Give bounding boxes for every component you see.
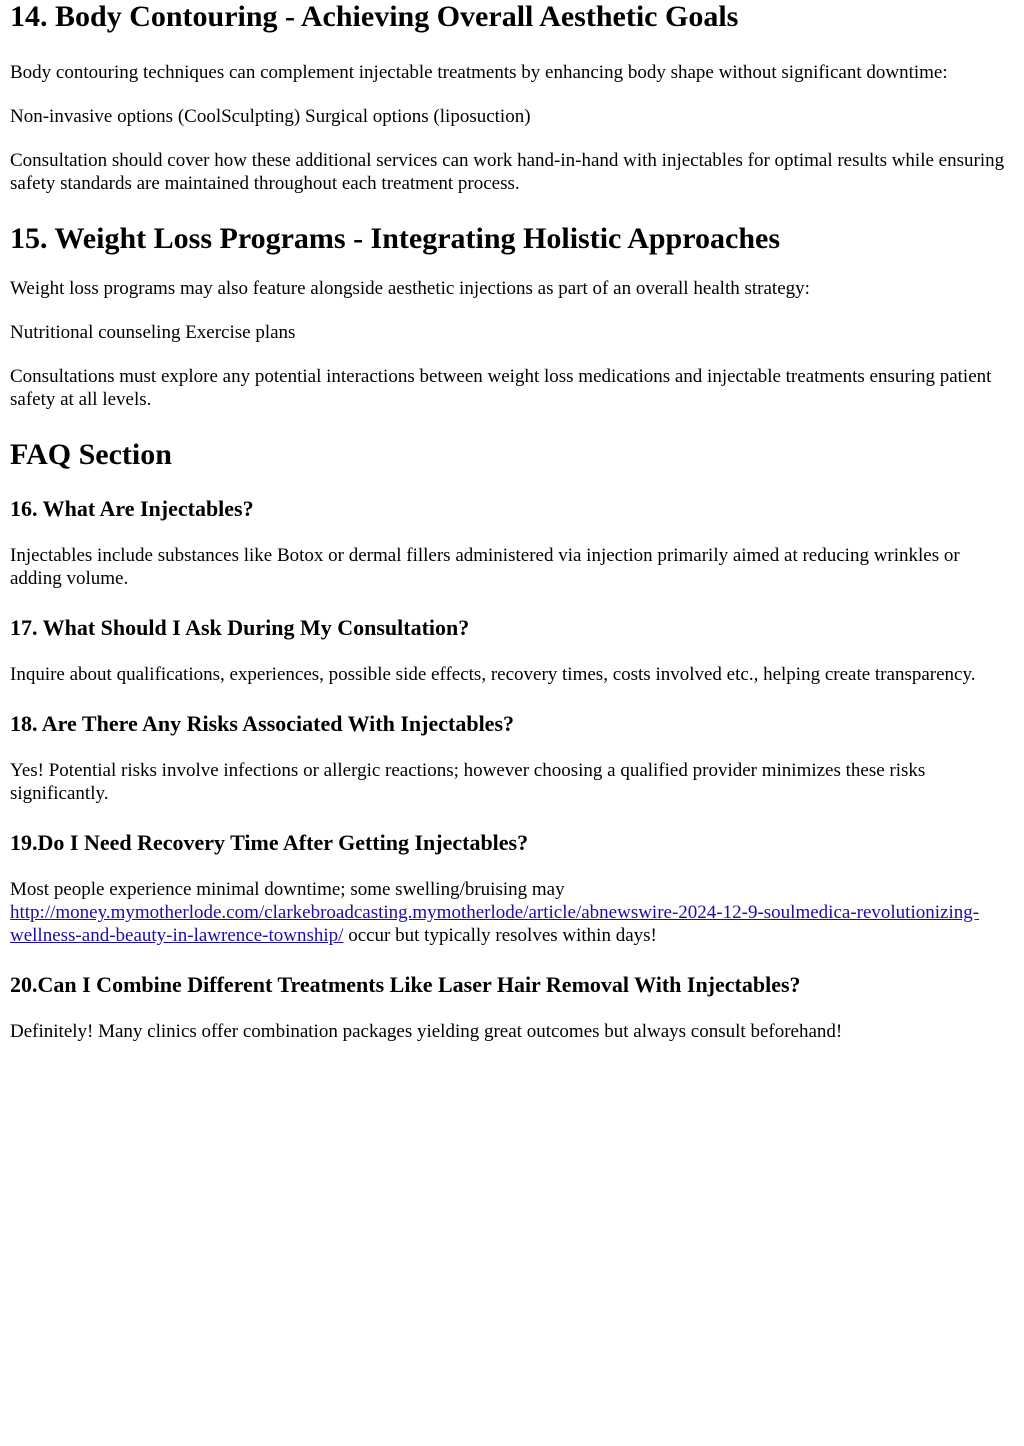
- section-14-options: Non-invasive options (CoolSculpting) Surgical options (liposuction): [10, 106, 531, 127]
- section-15-closing: Consultations must explore any potential interactions between weight loss medications and injectable treatments ensuring patient safety at all levels.: [10, 366, 992, 410]
- section-14-intro: Body contouring techniques can complement injectable treatments by enhancing body shape without significant downtime:: [10, 62, 948, 83]
- faq-answer-19: [10, 878, 1014, 947]
- section-14-closing: Consultation should cover how these additional services can work hand-in-hand with injectables for optimal results while ensuring safety standards are maintained throughout each treatment process.: [10, 150, 1005, 194]
- section-15-intro: Weight loss programs may also feature alongside aesthetic injections as part of an overall health strategy:: [10, 278, 810, 299]
- section-15-heading: 15. Weight Loss Programs - Integrating Holistic Approaches: [10, 222, 781, 255]
- faq-answer-19-after: occur but typically resolves within days!: [343, 925, 657, 946]
- faq-question-17: 17. What Should I Ask During My Consultation?: [10, 615, 470, 640]
- faq-question-19: 19.Do I Need Recovery Time After Getting Injectables?: [10, 830, 529, 855]
- faq-answer-16: Injectables include substances like Botox or dermal fillers administered via injection primarily aimed at reducing wrinkles or adding volume.: [10, 545, 960, 589]
- faq-answer-19-before: Most people experience minimal downtime; some swelling/bruising may: [10, 879, 565, 900]
- faq-answer-20: Definitely! Many clinics offer combination packages yielding great outcomes but always consult beforehand!: [10, 1021, 843, 1042]
- section-14-heading: 14. Body Contouring - Achieving Overall Aesthetic Goals: [10, 0, 739, 33]
- faq-question-18: 18. Are There Any Risks Associated With Injectables?: [10, 711, 515, 736]
- section-15-options: Nutritional counseling Exercise plans: [10, 322, 296, 343]
- faq-question-20: 20.Can I Combine Different Treatments Like Laser Hair Removal With Injectables?: [10, 972, 801, 997]
- faq-question-16: 16. What Are Injectables?: [10, 496, 254, 521]
- faq-answer-18: Yes! Potential risks involve infections or allergic reactions; however choosing a qualified provider minimizes these risks significantly.: [10, 760, 926, 804]
- faq-answer-17: Inquire about qualifications, experiences, possible side effects, recovery times, costs involved etc., helping create transparency.: [10, 664, 976, 685]
- faq-heading: FAQ Section: [10, 438, 172, 471]
- article-link[interactable]: http://money.mymotherlode.com/clarkebroadcasting.mymotherlode/article/abnewswire-2024-12-9-soulmedica-revolutionizing-wellness-and-beauty-in-lawrence-township/: [10, 902, 980, 946]
